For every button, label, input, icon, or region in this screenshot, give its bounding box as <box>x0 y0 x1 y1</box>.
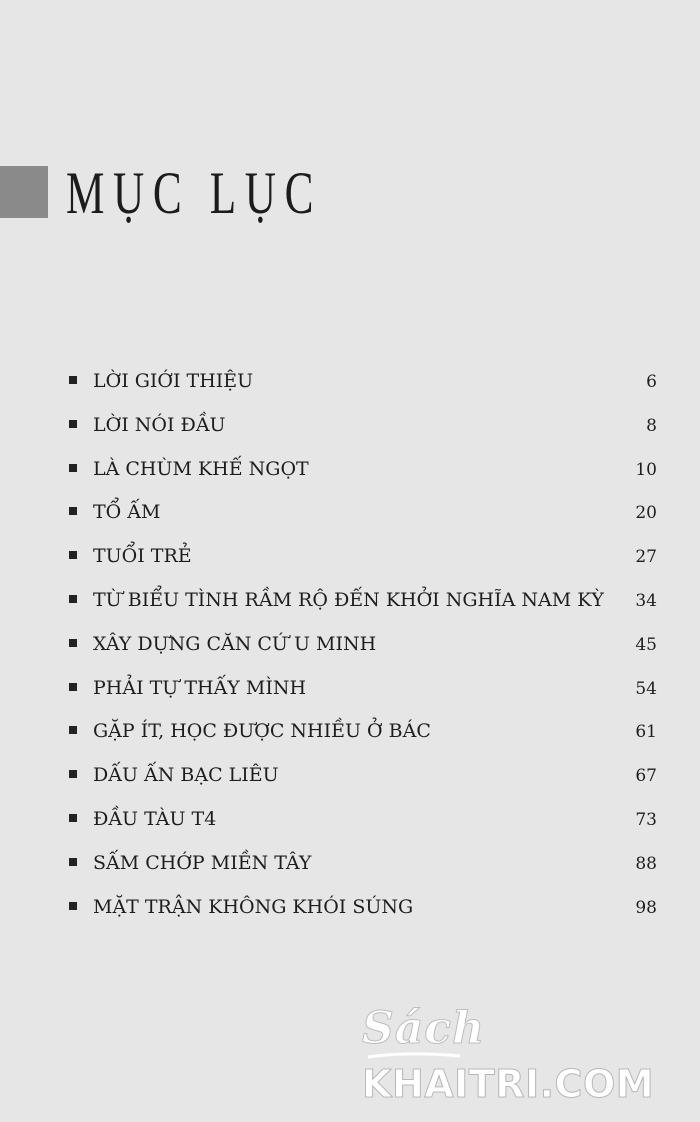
square-bullet-icon <box>69 376 77 384</box>
toc-entry[interactable] <box>0 581 700 625</box>
toc-entry-page-number: 54 <box>635 678 657 699</box>
toc-entry-page-number: 73 <box>635 809 657 830</box>
square-bullet-icon <box>69 858 77 866</box>
toc-entry[interactable] <box>0 362 700 406</box>
toc-entry[interactable] <box>0 888 700 932</box>
toc-entry-title: TỪ BIỂU TÌNH RẦM RỘ ĐẾN KHỞI NGHĨA NAM KỲ <box>93 588 604 611</box>
toc-entry-page-number: 61 <box>635 722 657 743</box>
toc-entry-title: PHẢI TỰ THẤY MÌNH <box>93 676 307 699</box>
square-bullet-icon <box>69 683 77 691</box>
toc-entry[interactable] <box>0 800 700 844</box>
toc-entry[interactable] <box>0 406 700 450</box>
square-bullet-icon <box>69 595 77 603</box>
toc-entry-title: LỜI GIỚI THIỆU <box>93 370 254 392</box>
toc-entry-page-number: 27 <box>635 547 657 568</box>
toc-entry-page-number: 98 <box>635 897 657 918</box>
watermark-brand: KHAITRI.COM <box>362 1062 655 1106</box>
toc-entry-title: LÀ CHÙM KHẾ NGỌT <box>93 457 309 480</box>
square-bullet-icon <box>69 420 77 428</box>
square-bullet-icon <box>69 902 77 910</box>
toc-entry-title: GẶP ÍT, HỌC ĐƯỢC NHIỀU Ở BÁC <box>93 720 431 743</box>
square-bullet-icon <box>69 464 77 472</box>
watermark-logo <box>362 1000 692 1110</box>
heading-block <box>0 160 700 226</box>
toc-entry[interactable] <box>0 844 700 888</box>
page-title: MỤC LỤC <box>66 160 323 226</box>
toc-entry-page-number: 20 <box>635 503 657 524</box>
toc-entry-page-number: 8 <box>646 415 657 436</box>
toc-entry-title: SẤM CHỚP MIỀN TÂY <box>93 851 312 874</box>
square-bullet-icon <box>69 814 77 822</box>
toc-entry-page-number: 34 <box>635 590 657 611</box>
watermark-script: Sách <box>362 1003 486 1054</box>
toc-entry[interactable] <box>0 712 700 756</box>
square-bullet-icon <box>69 639 77 647</box>
toc-entry-title: XÂY DỰNG CĂN CỨ U MINH <box>93 632 377 655</box>
toc-entry-title: TỔ ẤM <box>93 501 161 524</box>
toc-entry-title: ĐẦU TÀU T4 <box>93 807 217 830</box>
toc-entry-page-number: 10 <box>635 459 657 480</box>
square-bullet-icon <box>69 551 77 559</box>
toc-entry[interactable] <box>0 756 700 800</box>
toc-entry-title: DẤU ẤN BẠC LIÊU <box>93 764 279 787</box>
toc-entry-title: MẶT TRẬN KHÔNG KHÓI SÚNG <box>93 895 414 918</box>
toc-entry-page-number: 6 <box>646 372 657 392</box>
watermark-swash-icon <box>366 1052 462 1060</box>
toc-entry-page-number: 88 <box>635 853 657 874</box>
toc-entry-title: TUỔI TRẺ <box>93 545 192 568</box>
toc-entry[interactable] <box>0 625 700 669</box>
toc-entry[interactable] <box>0 537 700 581</box>
table-of-contents <box>0 362 700 931</box>
toc-entry-page-number: 45 <box>635 634 657 655</box>
square-bullet-icon <box>69 726 77 734</box>
toc-entry-page-number: 67 <box>635 766 657 787</box>
toc-entry[interactable] <box>0 450 700 494</box>
toc-entry-title: LỜI NÓI ĐẦU <box>93 413 226 436</box>
toc-entry[interactable] <box>0 493 700 537</box>
square-bullet-icon <box>69 770 77 778</box>
square-bullet-icon <box>69 507 77 515</box>
toc-entry[interactable] <box>0 669 700 713</box>
heading-accent-bar <box>0 166 48 218</box>
